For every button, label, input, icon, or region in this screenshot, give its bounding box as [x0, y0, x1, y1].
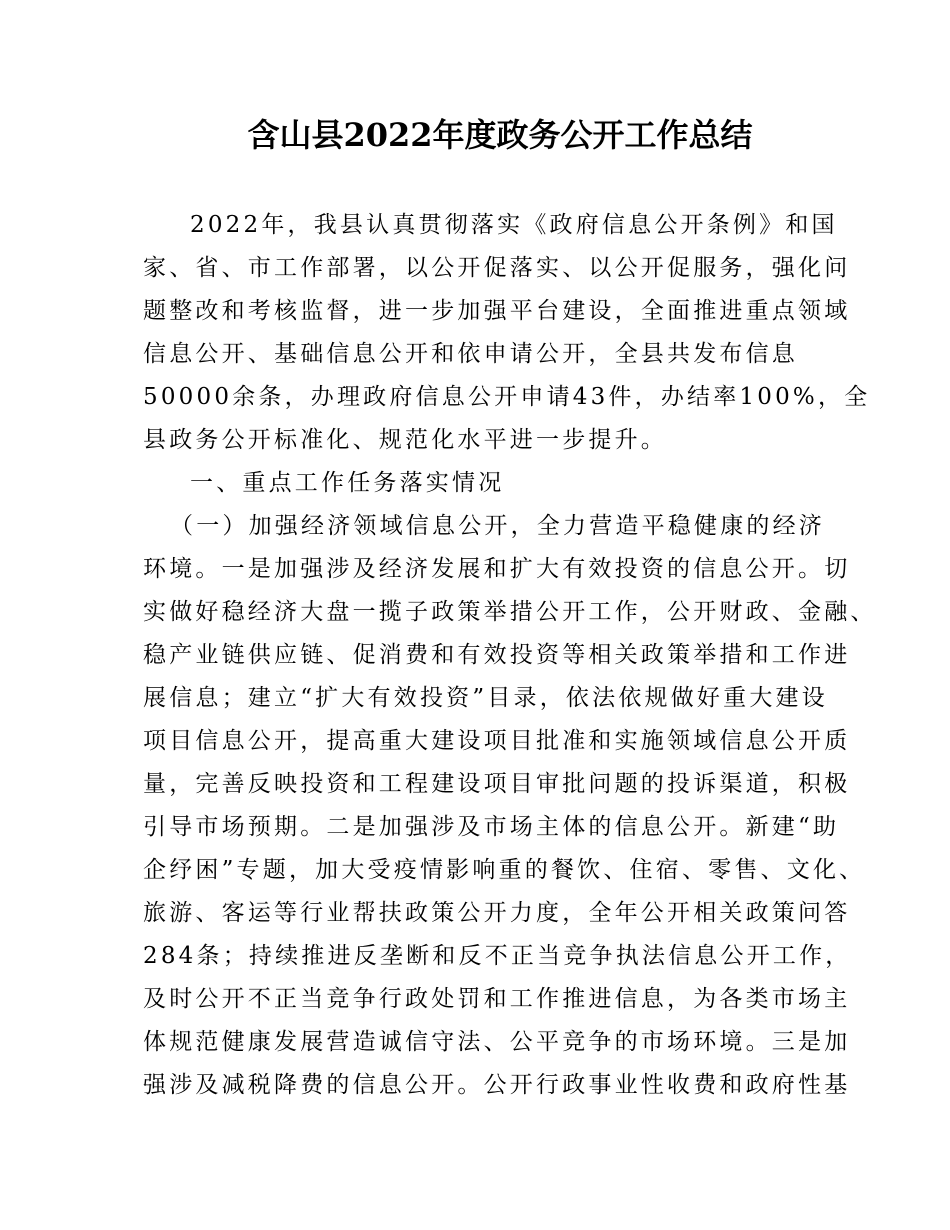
paragraph-line: 引导市场预期。二是加强涉及市场主体的信息公开。新建“助 — [143, 814, 840, 840]
paragraph-line: 县政务公开标准化、规范化水平进一步提升。 — [143, 427, 667, 453]
paragraph-line: 2022年，我县认真贯彻落实《政府信息公开条例》和国 — [190, 212, 838, 238]
paragraph-line: 企纾困”专题，加大受疫情影响重的餐饮、住宿、零售、文化、 — [143, 857, 866, 883]
paragraph-line: 题整改和考核监督，进一步加强平台建设，全面推进重点领域 — [143, 298, 851, 324]
subsection-heading-line: （一）加强经济领域信息公开，全力营造平稳健康的经济 — [170, 513, 825, 539]
paragraph-line: 环境。一是加强涉及经济发展和扩大有效投资的信息公开。切 — [143, 556, 851, 582]
section-heading: 一、重点工作任务落实情况 — [190, 470, 505, 496]
document-title: 含山县2022年度政务公开工作总结 — [247, 116, 753, 154]
paragraph-line: 强涉及减税降费的信息公开。公开行政事业性收费和政府性基 — [143, 1072, 851, 1098]
paragraph-line: 及时公开不正当竞争行政处罚和工作推进信息，为各类市场主 — [143, 986, 851, 1012]
paragraph-line: 体规范健康发展营造诚信守法、公平竞争的市场环境。三是加 — [143, 1029, 851, 1055]
paragraph-line: 实做好稳经济大盘一揽子政策举措公开工作，公开财政、金融、 — [143, 599, 877, 625]
paragraph-line: 展信息；建立“扩大有效投资”目录，依法依规做好重大建设 — [143, 685, 828, 711]
paragraph-line: 284条；持续推进反垄断和反不正当竞争执法信息公开工作， — [143, 943, 852, 969]
paragraph-line: 量，完善反映投资和工程建设项目审批问题的投诉渠道，积极 — [143, 771, 851, 797]
paragraph-line: 稳产业链供应链、促消费和有效投资等相关政策举措和工作进 — [143, 642, 851, 668]
paragraph-line: 家、省、市工作部署，以公开促落实、以公开促服务，强化问 — [143, 255, 851, 281]
paragraph-line: 50000余条，办理政府信息公开申请43件，办结率100%，全 — [143, 384, 871, 410]
paragraph-line: 信息公开、基础信息公开和依申请公开，全县共发布信息 — [143, 341, 798, 367]
paragraph-line: 旅游、客运等行业帮扶政策公开力度，全年公开相关政策问答 — [143, 900, 851, 926]
paragraph-line: 项目信息公开，提高重大建设项目批准和实施领域信息公开质 — [143, 728, 851, 754]
